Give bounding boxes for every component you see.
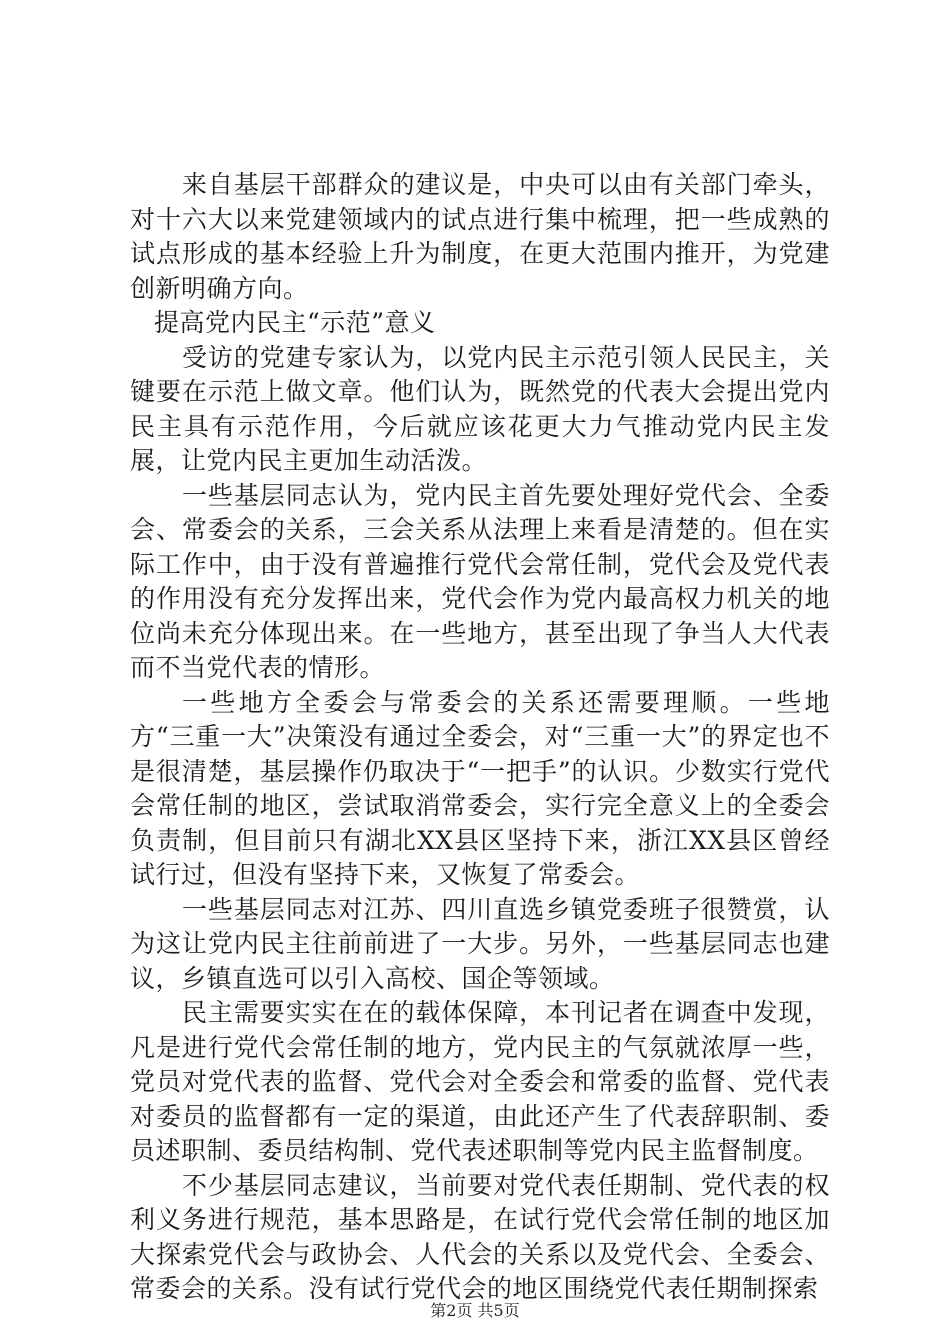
paragraph-direct-election: 一些基层同志对江苏、四川直选乡镇党委班子很赞赏，认为这让党内民主往前前进了一大步。另外，一些基层同志也建议，乡镇直选可以引入高校、国企等领域。	[130, 894, 830, 993]
paragraph-expert-view: 受访的党建专家认为，以党内民主示范引领人民民主，关键要在示范上做文章。他们认为，既然党的代表大会提出党内民主具有示范作用，今后就应该花更大力气推动党内民主发展，让党内民主更加生动活泼。	[130, 342, 830, 475]
paragraph-democracy-carrier: 民主需要实实在在的载体保障，本刊记者在调查中发现，凡是进行党代会常任制的地方，党内民主的气氛就浓厚一些，党员对党代表的监督、党代会对全委会和常委的监督、党代表对委员的监督都有一定的渠道，由此还产生了代表辞职制、委员述职制、委员结构制、党代表述职制等党内民主监督制度。	[130, 998, 830, 1165]
paragraph-suggestions: 不少基层同志建议，当前要对党代表任期制、党代表的权利义务进行规范，基本思路是，在试行党代会常任制的地区加大探索党代会与政协会、人代会的关系以及党代会、全委会、常委会的关系。没有试行党代会的地区围绕党代表任期制探索	[130, 1170, 830, 1303]
body-text	[130, 168, 830, 1307]
paragraph-grassroots-suggestion: 来自基层干部群众的建议是，中央可以由有关部门牵头，对十六大以来党建领域内的试点进行集中梳理，把一些成熟的试点形成的基本经验上升为制度，在更大范围内推开，为党建创新明确方向。	[130, 170, 830, 303]
paragraph-committee-relations: 一些地方全委会与常委会的关系还需要理顺。一些地方“三重一大”决策没有通过全委会，对“三重一大”的界定也不是很清楚，基层操作仍取决于“一把手”的认识。少数实行党代会常任制的地区，尝试取消常委会，实行完全意义上的全委会负责制，但目前只有湖北XX县区坚持下来，浙江XX县区曾经试行过，但没有坚持下来，又恢复了常委会。	[130, 687, 830, 889]
section-heading: 提高党内民主“示范”意义	[154, 308, 436, 337]
page-number-footer: 第2页 共5页	[430, 1301, 520, 1320]
paragraph-three-meetings: 一些基层同志认为，党内民主首先要处理好党代会、全委会、常委会的关系，三会关系从法理上来看是清楚的。但在实际工作中，由于没有普遍推行党代会常任制，党代会及党代表的作用没有充分发挥出来，党代会作为党内最高权力机关的地位尚未充分体现出来。在一些地方，甚至出现了争当人大代表而不当党代表的情形。	[130, 480, 830, 682]
